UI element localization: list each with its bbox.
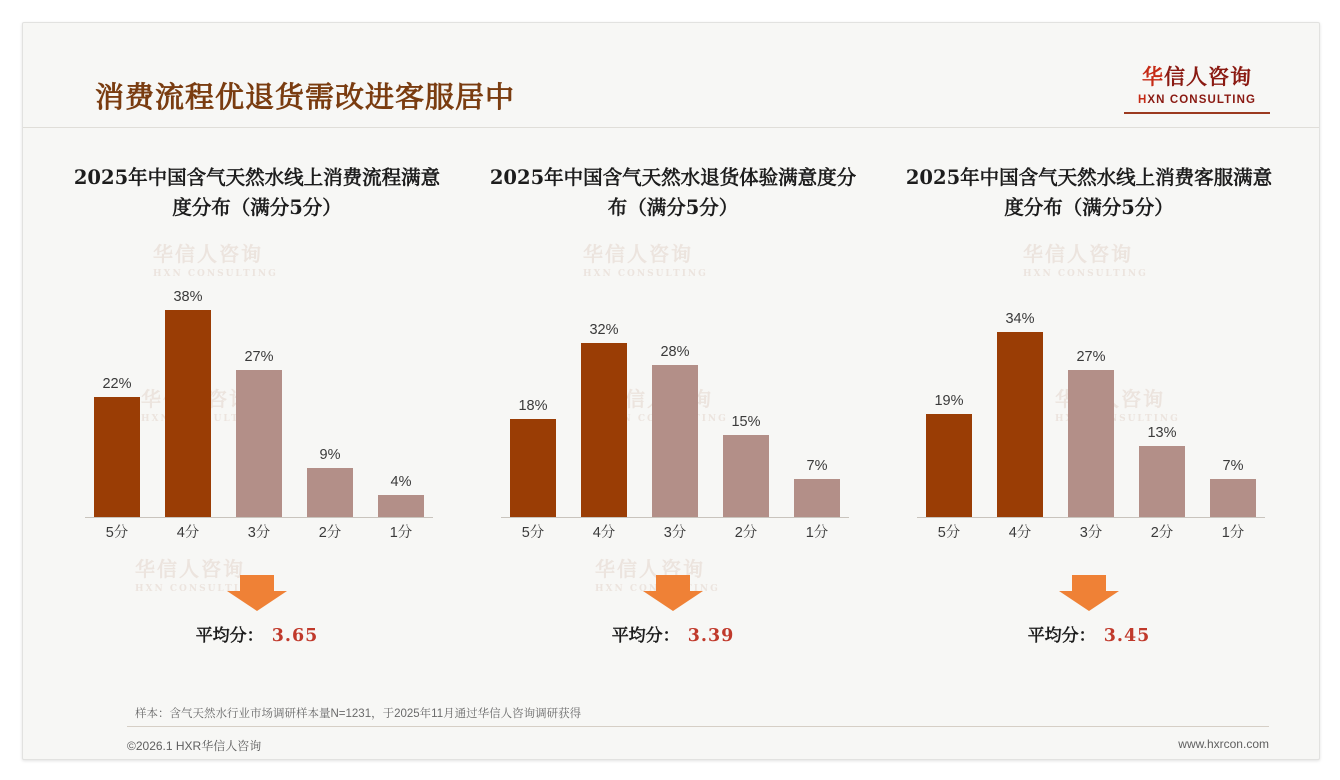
average-score — [891, 621, 1287, 646]
chart-panel — [891, 163, 1287, 683]
bar-group — [369, 273, 433, 517]
average-value: 3.65 — [271, 626, 319, 646]
bar — [1139, 446, 1185, 517]
watermark-en: HXN CONSULTING — [135, 584, 260, 594]
bar-group — [1130, 273, 1194, 517]
header-divider — [23, 127, 1319, 128]
bar — [997, 332, 1043, 517]
x-axis-tick-label: 1分 — [389, 525, 413, 541]
bar — [581, 343, 627, 517]
bar-value-label: 9% — [319, 447, 341, 463]
chart-panel — [59, 163, 455, 683]
bar — [723, 435, 769, 517]
x-axis-labels — [917, 521, 1265, 542]
logo-divider — [1124, 112, 1270, 114]
average-label: 平均分： — [1027, 626, 1096, 646]
watermark-en: HXN CONSULTING — [153, 269, 278, 279]
slide — [22, 22, 1320, 760]
plot-area — [501, 273, 849, 518]
bar-chart — [475, 273, 871, 553]
bar-value-label: 32% — [589, 322, 619, 338]
bar-value-label: 38% — [173, 289, 203, 305]
average-label: 平均分： — [611, 626, 680, 646]
bar-group — [988, 273, 1052, 517]
bar — [510, 419, 556, 517]
bar-group — [785, 273, 849, 517]
bar — [794, 479, 840, 517]
x-axis-labels — [501, 521, 849, 542]
bar-value-label: 7% — [1222, 458, 1244, 474]
bar-value-label: 34% — [1005, 311, 1035, 327]
chart-panel — [475, 163, 871, 683]
watermark-cn: 华信人咨询 — [1023, 242, 1133, 266]
bar — [378, 495, 424, 517]
page-title: 消费流程优退货需改进客服居中 — [95, 80, 516, 114]
logo-chinese-rest: 信人咨询 — [1164, 64, 1252, 89]
average-score — [475, 621, 871, 646]
bar-value-label: 27% — [244, 349, 274, 365]
bar — [652, 365, 698, 517]
company-logo — [1123, 61, 1271, 114]
watermark-en: HXN — [595, 584, 625, 594]
x-axis-tick-label: 4分 — [1008, 525, 1032, 541]
bar-group — [298, 273, 362, 517]
down-arrow-icon — [1059, 575, 1119, 611]
x-axis-tick-label: 4分 — [592, 525, 616, 541]
bar-chart — [59, 273, 455, 553]
average-value: 3.39 — [687, 626, 735, 646]
slide-header — [23, 23, 1319, 127]
footer-website[interactable]: www.hxrcon.com — [1178, 737, 1269, 751]
bar — [94, 397, 140, 517]
bar-value-label: 15% — [731, 414, 761, 430]
x-axis-tick-label: 1分 — [805, 525, 829, 541]
footer-divider — [127, 726, 1269, 727]
bar-group — [643, 273, 707, 517]
x-axis-tick-label: 3分 — [1079, 525, 1103, 541]
plot-area — [85, 273, 433, 518]
bar-value-label: 28% — [660, 344, 690, 360]
logo-chinese-text — [1123, 61, 1271, 91]
bar-group — [501, 273, 565, 517]
watermark-cn: 华信人咨询 — [135, 557, 245, 581]
down-arrow-icon — [643, 575, 703, 611]
bar-value-label: 27% — [1076, 349, 1106, 365]
bar-group — [1059, 273, 1123, 517]
charts-container — [23, 163, 1319, 683]
source-note: 样本：含气天然水行业市场调研样本量N=1231，于2025年11月通过华信人咨询调研获得 — [135, 708, 582, 720]
watermark-cn: 华信人咨询 — [583, 242, 693, 266]
chart-title: 2025年中国含气天然水线上消费流程满意度分布（满分5分） — [73, 166, 441, 219]
watermark-cn: 华信人咨询 — [153, 242, 263, 266]
watermark-en: HXN CONSULTING — [1023, 269, 1148, 279]
chart-title: 2025年中国含气天然水线上消费客服满意度分布（满分5分） — [905, 166, 1273, 219]
bar-value-label: 18% — [518, 398, 548, 414]
average-score — [59, 621, 455, 646]
logo-english-rest: XN CONSULTING — [1147, 94, 1257, 106]
bar-group — [572, 273, 636, 517]
bar-value-label: 22% — [102, 376, 132, 392]
watermark-en: HXN CONSULTING — [141, 414, 266, 424]
footer-copyright: ©2026.1 HXR华信人咨询 — [127, 739, 262, 753]
bar — [1068, 370, 1114, 517]
x-axis-tick-label: 5分 — [521, 525, 545, 541]
bar-value-label: 4% — [390, 474, 412, 490]
watermark-en: HXN CONSULTING — [1055, 414, 1180, 424]
x-axis-tick-label: 2分 — [1150, 525, 1174, 541]
logo-mark-char: 华 — [1142, 64, 1164, 89]
x-axis-tick-label: 3分 — [663, 525, 687, 541]
x-axis-tick-label: 1分 — [1221, 525, 1245, 541]
bar — [926, 414, 972, 517]
bar — [1210, 479, 1256, 517]
bar-group — [227, 273, 291, 517]
bar-chart — [891, 273, 1287, 553]
chart-title: 2025年中国含气天然水退货体验满意度分布（满分5分） — [489, 166, 857, 219]
bar — [165, 310, 211, 517]
x-axis-tick-label: 3分 — [247, 525, 271, 541]
x-axis-tick-label: 2分 — [318, 525, 342, 541]
bar — [236, 370, 282, 517]
plot-area — [917, 273, 1265, 518]
x-axis-tick-label: 4分 — [176, 525, 200, 541]
x-axis-tick-label: 5分 — [937, 525, 961, 541]
logo-english-text — [1123, 94, 1271, 106]
down-arrow-icon — [227, 575, 287, 611]
logo-english-mark: H — [1137, 94, 1148, 106]
bar-group — [917, 273, 981, 517]
average-label: 平均分： — [195, 626, 264, 646]
x-axis-tick-label: 5分 — [105, 525, 129, 541]
watermark-en: HXN CONSULTING — [583, 269, 708, 279]
average-value: 3.45 — [1103, 626, 1151, 646]
bar-group — [156, 273, 220, 517]
x-axis-tick-label: 2分 — [734, 525, 758, 541]
x-axis-labels — [85, 521, 433, 542]
watermark-cn: 华信人咨询 — [595, 557, 705, 581]
bar-value-label: 19% — [934, 393, 964, 409]
bar-value-label: 7% — [806, 458, 828, 474]
bar-value-label: 13% — [1147, 425, 1177, 441]
bar-group — [714, 273, 778, 517]
bar-group — [85, 273, 149, 517]
bar — [307, 468, 353, 517]
bar-group — [1201, 273, 1265, 517]
